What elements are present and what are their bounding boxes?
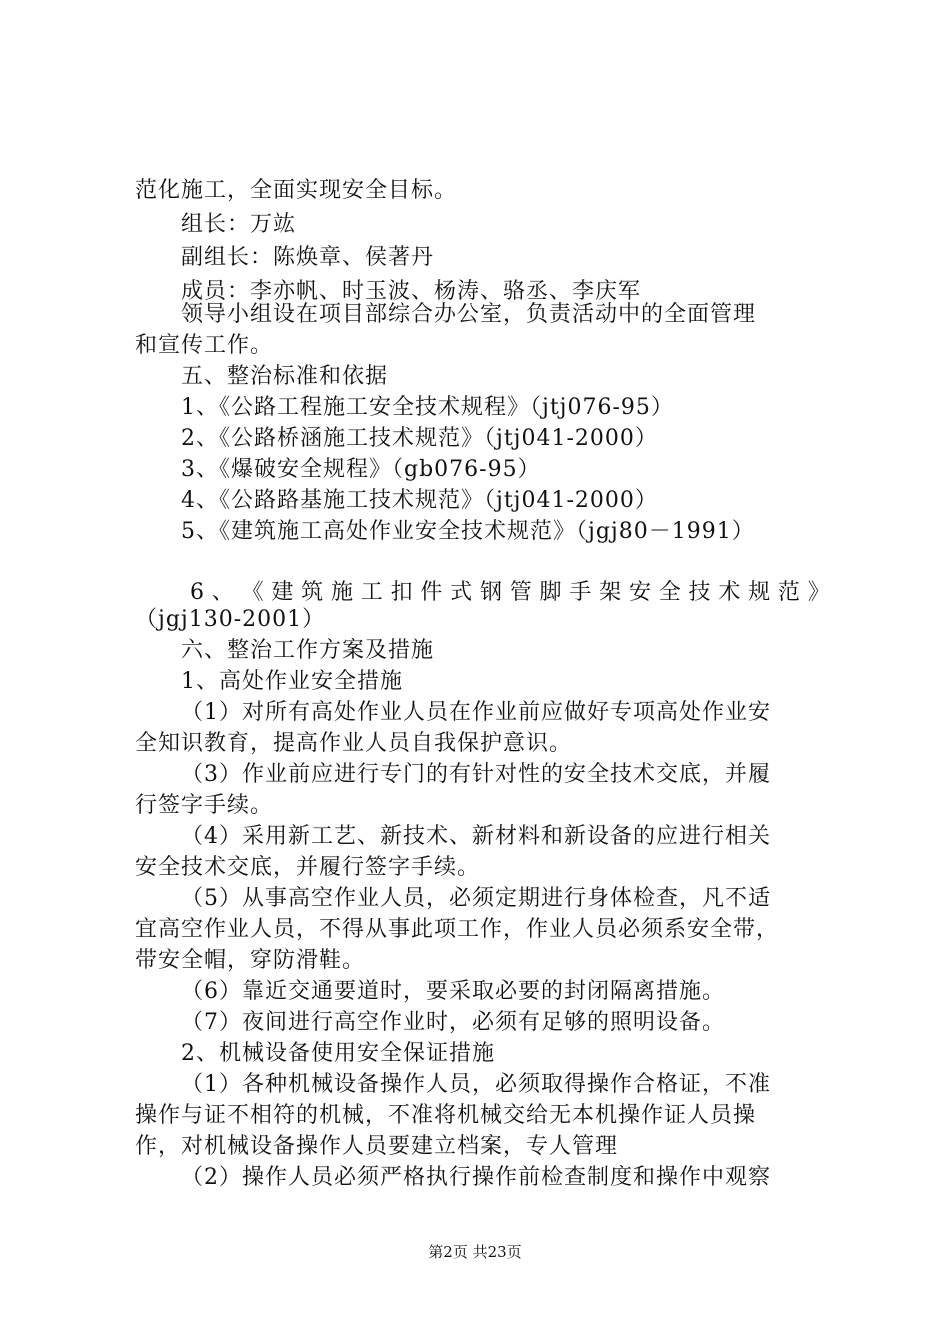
justified-char: 》 bbox=[807, 580, 830, 605]
body-line: 组长：万竑 bbox=[181, 212, 297, 237]
justified-char: 安 bbox=[628, 580, 651, 605]
page-number: 第2页 共23页 bbox=[428, 1243, 522, 1261]
justified-char: 6 bbox=[190, 580, 204, 605]
justified-char: 范 bbox=[777, 580, 800, 605]
body-line: （3）作业前应进行专门的有针对性的安全技术交底，并履 bbox=[181, 762, 771, 787]
body-line: 范化施工，全面实现安全目标。 bbox=[135, 178, 458, 203]
section-heading: 六、整治工作方案及措施 bbox=[181, 638, 435, 663]
justified-char: 架 bbox=[599, 580, 622, 605]
subsection-heading: 1、高处作业安全措施 bbox=[181, 669, 403, 694]
justified-char: 脚 bbox=[539, 580, 562, 605]
body-line: （6）靠近交通要道时，要采取必要的封闭隔离措施。 bbox=[181, 979, 725, 1004]
justified-char: 术 bbox=[718, 580, 741, 605]
body-line: 作，对机械设备操作人员要建立档案，专人管理 bbox=[135, 1134, 619, 1159]
body-line: （2）操作人员必须严格执行操作前检查制度和操作中观察 bbox=[181, 1165, 771, 1190]
body-line: 操作与证不相符的机械，不准将机械交给无本机操作证人员操 bbox=[135, 1103, 757, 1128]
justified-char: 筑 bbox=[301, 580, 324, 605]
justified-char: 技 bbox=[688, 580, 711, 605]
justified-char: 管 bbox=[509, 580, 532, 605]
body-line: 宜高空作业人员，不得从事此项工作，作业人员必须系安全带， bbox=[135, 917, 780, 942]
body-line: 成员：李亦帆、时玉波、杨涛、骆丞、李庆军 bbox=[181, 279, 642, 304]
justified-char: 、 bbox=[211, 580, 234, 605]
justified-char: 施 bbox=[330, 580, 353, 605]
list-item: 1、《公路工程施工安全技术规程》（jtj076-95） bbox=[181, 395, 674, 420]
justified-char: 手 bbox=[569, 580, 592, 605]
list-item: 2、《公路桥涵施工技术规范》（jtj041-2000） bbox=[181, 426, 658, 451]
list-item bbox=[190, 578, 830, 608]
justified-char: 工 bbox=[360, 580, 383, 605]
body-line: （4）采用新工艺、新技术、新材料和新设备的应进行相关 bbox=[181, 824, 771, 849]
body-line: 领导小组设在项目部综合办公室，负责活动中的全面管理 bbox=[181, 302, 757, 327]
body-line: 安全技术交底，并履行签字手续。 bbox=[135, 855, 481, 880]
section-heading: 五、整治标准和依据 bbox=[181, 364, 389, 389]
subsection-heading: 2、机械设备使用安全保证措施 bbox=[181, 1041, 495, 1066]
body-line: 全知识教育，提高作业人员自我保护意识。 bbox=[135, 731, 573, 756]
body-line: （5）从事高空作业人员，必须定期进行身体检查，凡不适 bbox=[181, 886, 771, 911]
justified-char: 钢 bbox=[479, 580, 502, 605]
justified-char: 建 bbox=[271, 580, 294, 605]
justified-char: 规 bbox=[748, 580, 771, 605]
justified-char: 扣 bbox=[390, 580, 413, 605]
body-line: （1）各种机械设备操作人员，必须取得操作合格证，不准 bbox=[181, 1072, 771, 1097]
justified-char: 全 bbox=[658, 580, 681, 605]
list-item: 5、《建筑施工高处作业安全技术规范》（jgj80－1991） bbox=[181, 519, 755, 544]
justified-char: 式 bbox=[450, 580, 473, 605]
body-line: 副组长：陈焕章、侯著丹 bbox=[181, 245, 435, 270]
body-line: 带安全帽，穿防滑鞋。 bbox=[135, 948, 366, 973]
body-line: 行签字手续。 bbox=[135, 793, 274, 818]
list-item: 4、《公路路基施工技术规范》（jtj041-2000） bbox=[181, 488, 658, 513]
list-item: 3、《爆破安全规程》（gb076-95） bbox=[181, 457, 541, 482]
body-line: （1）对所有高处作业人员在作业前应做好专项高处作业安 bbox=[181, 700, 771, 725]
body-line: 和宣传工作。 bbox=[135, 333, 274, 358]
body-line: （7）夜间进行高空作业时，必须有足够的照明设备。 bbox=[181, 1010, 725, 1035]
justified-char: 件 bbox=[420, 580, 443, 605]
list-item-continuation: （jgj130-2001） bbox=[135, 607, 326, 632]
justified-char: 《 bbox=[241, 580, 264, 605]
